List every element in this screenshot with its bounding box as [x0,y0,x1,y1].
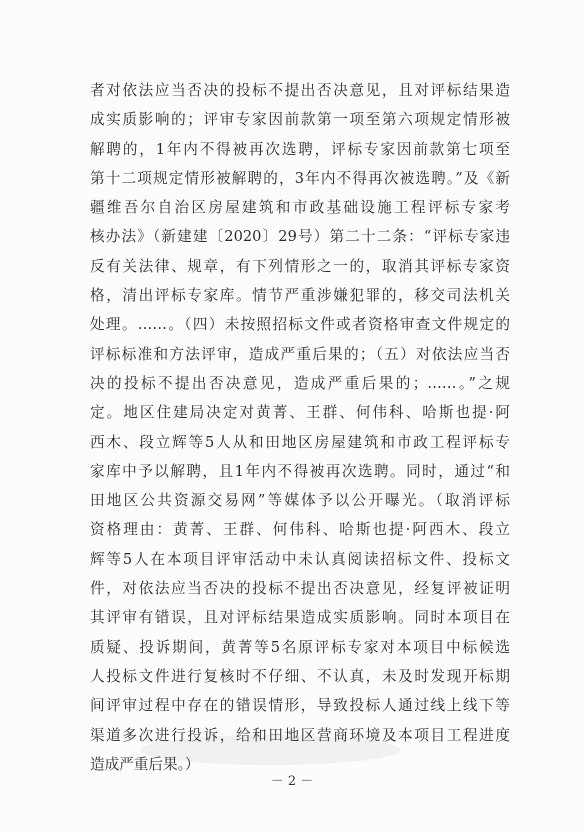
text-line: 渠道多次进行投诉，给和田地区营商环境及本项目工程进度 [90,726,510,744]
text-line: 造成严重后果。） [90,755,200,773]
text-line: 核办法》（新建建〔2020〕29号）第二十二条：“评标专家违 [90,228,510,246]
text-line: 田地区公共资源交易网”等媒体予以公开曝光。（取消评标 [90,492,510,510]
text-line: 成实质影响的；评审专家因前款第一项至第六项规定情形被 [90,111,510,129]
text-line: 评标标准和方法评审，造成严重后果的；（五）对依法应当否 [90,345,510,363]
text-line: 件，对依法应当否决的投标不提出否决意见，经复评被证明 [90,580,510,598]
text-line: 解聘的，1年内不得被再次选聘，评标专家因前款第七项至 [90,140,510,158]
text-line: 格，清出评标专家库。情节严重涉嫌犯罪的，移交司法机关 [90,287,510,305]
text-line: 反有关法律、规章，有下列情形之一的，取消其评标专家资 [90,257,510,275]
text-line: 其评审有错误，且对评标结果造成实质影响。同时本项目在 [90,609,510,627]
text-line: 辉等5人在本项目评审活动中未认真阅读招标文件、投标文 [90,550,510,568]
page-number: － 2 － [270,774,314,789]
text-line: 西木、段立辉等5人从和田地区房屋建筑和市政工程评标专 [90,433,510,451]
text-line: 第十二项规定情形被解聘的，3年内不得再次被选聘。”及《新 [90,169,510,187]
text-line: 人投标文件进行复核时不仔细、不认真，未及时发现开标期 [90,667,510,685]
text-line: 决的投标不提出否决意见，造成严重后果的；……。”之规 [90,374,510,392]
text-line: 家库中予以解聘，且1年内不得被再次选聘。同时，通过“和 [90,462,510,480]
text-line: 资格理由：黄菁、王群、何伟科、哈斯也提·阿西木、段立 [90,521,510,539]
text-line: 疆维吾尔自治区房屋建筑和市政基础设施工程评标专家考 [90,199,510,217]
text-line: 处理。……。（四）未按照招标文件或者资格审查文件规定的 [90,316,510,334]
text-line: 间评审过程中存在的错误情形，导致投标人通过线上线下等 [90,697,510,715]
text-line: 者对依法应当否决的投标不提出否决意见，且对评标结果造 [90,82,510,99]
text-line: 定。地区住建局决定对黄菁、王群、何伟科、哈斯也提·阿 [90,404,510,422]
text-line: 质疑、投诉期间，黄菁等5名原评标专家对本项目中标候选 [90,638,510,656]
body-text [90,76,510,779]
